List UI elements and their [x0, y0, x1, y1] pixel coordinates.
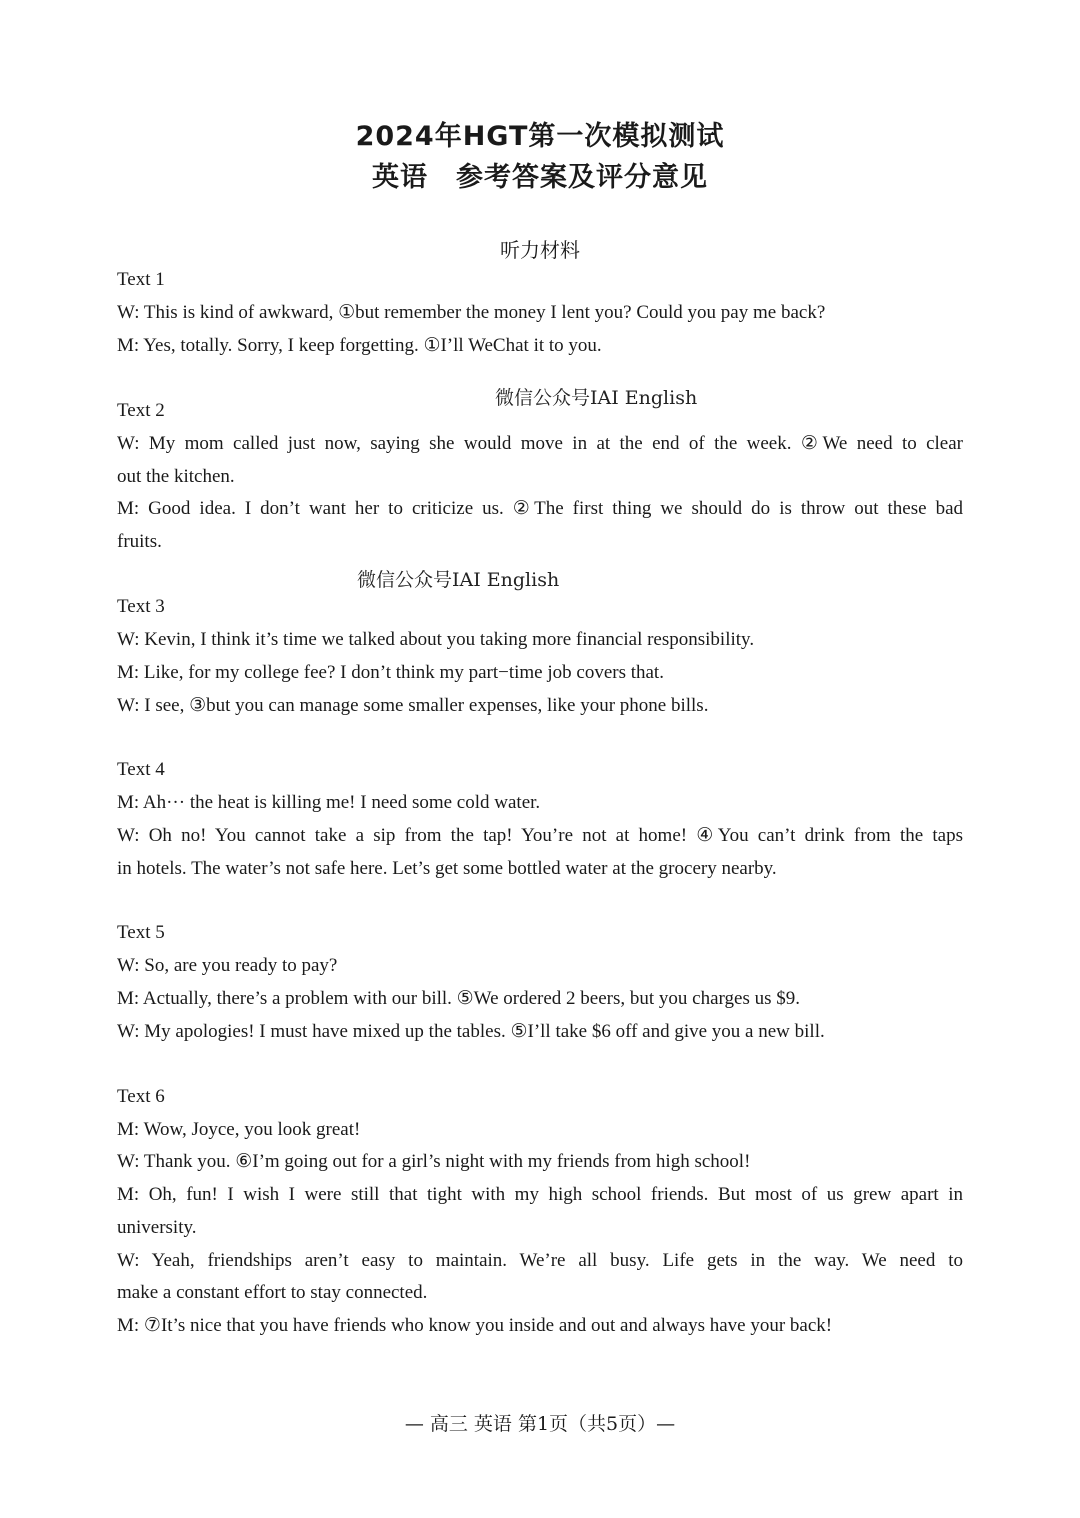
dialogue-line: W: Oh no! You cannot take a sip from the tap! You’re not at home! ④You can’t drink from the taps: [117, 825, 963, 846]
dialogue-line: W: So, are you ready to pay?: [117, 955, 338, 976]
dialogue-line: W: I see, ③but you can manage some smaller expenses, like your phone bills.: [117, 695, 709, 716]
watermark-text: 微信公众号IAI English: [357, 569, 560, 591]
text-label: Text 4: [117, 759, 165, 780]
dialogue-line: M: ⑦It’s nice that you have friends who know you inside and out and always have your back!: [117, 1315, 833, 1336]
page-footer: — 高三 英语 第1页（共5页）—: [404, 1413, 676, 1435]
text-label: Text 3: [117, 596, 165, 617]
dialogue-line: W: My mom called just now, saying she would move in at the end of the week. ②We need to clear: [117, 433, 963, 454]
dialogue-line: in hotels. The water’s not safe here. Let’s get some bottled water at the grocery nearby.: [117, 858, 777, 879]
dialogue-line: M: Good idea. I don’t want her to criticize us. ②The first thing we should do is throw out these bad: [117, 498, 963, 519]
watermark-text: 微信公众号IAI English: [495, 387, 698, 409]
dialogue-line: W: My apologies! I must have mixed up the tables. ⑤I’ll take $6 off and give you a new bill.: [117, 1021, 825, 1042]
text-label: Text 1: [117, 269, 165, 290]
dialogue-line: make a constant effort to stay connected.: [117, 1282, 428, 1303]
section-heading: 听力材料: [500, 238, 580, 262]
dialogue-line: W: Kevin, I think it’s time we talked about you taking more financial responsibility.: [117, 629, 755, 650]
dialogue-line: M: Ah··· the heat is killing me! I need some cold water.: [117, 792, 541, 813]
dialogue-line: university.: [117, 1217, 197, 1238]
dialogue-line: W: Yeah, friendships aren’t easy to maintain. We’re all busy. Life gets in the way. We need to: [117, 1250, 963, 1271]
dialogue-line: W: Thank you. ⑥I’m going out for a girl’s night with my friends from high school!: [117, 1151, 751, 1172]
text-label: Text 6: [117, 1086, 165, 1107]
dialogue-line: M: Wow, Joyce, you look great!: [117, 1119, 361, 1140]
text-label: Text 5: [117, 922, 165, 943]
page-subtitle: 英语 参考答案及评分意见: [372, 162, 708, 193]
dialogue-line: M: Yes, totally. Sorry, I keep forgetting. ①I’ll WeChat it to you.: [117, 335, 602, 356]
dialogue-line: fruits.: [117, 531, 162, 552]
dialogue-line: M: Like, for my college fee? I don’t think my part−time job covers that.: [117, 662, 664, 683]
text-label: Text 2: [117, 400, 165, 421]
dialogue-line: M: Actually, there’s a problem with our bill. ⑤We ordered 2 beers, but you charges us $9.: [117, 988, 800, 1009]
dialogue-line: W: This is kind of awkward, ①but remember the money I lent you? Could you pay me back?: [117, 302, 826, 323]
page-title: 2024年HGT第一次模拟测试: [355, 121, 725, 152]
dialogue-line: out the kitchen.: [117, 466, 235, 487]
dialogue-line: M: Oh, fun! I wish I were still that tight with my high school friends. But most of us grew apart in: [117, 1184, 963, 1205]
